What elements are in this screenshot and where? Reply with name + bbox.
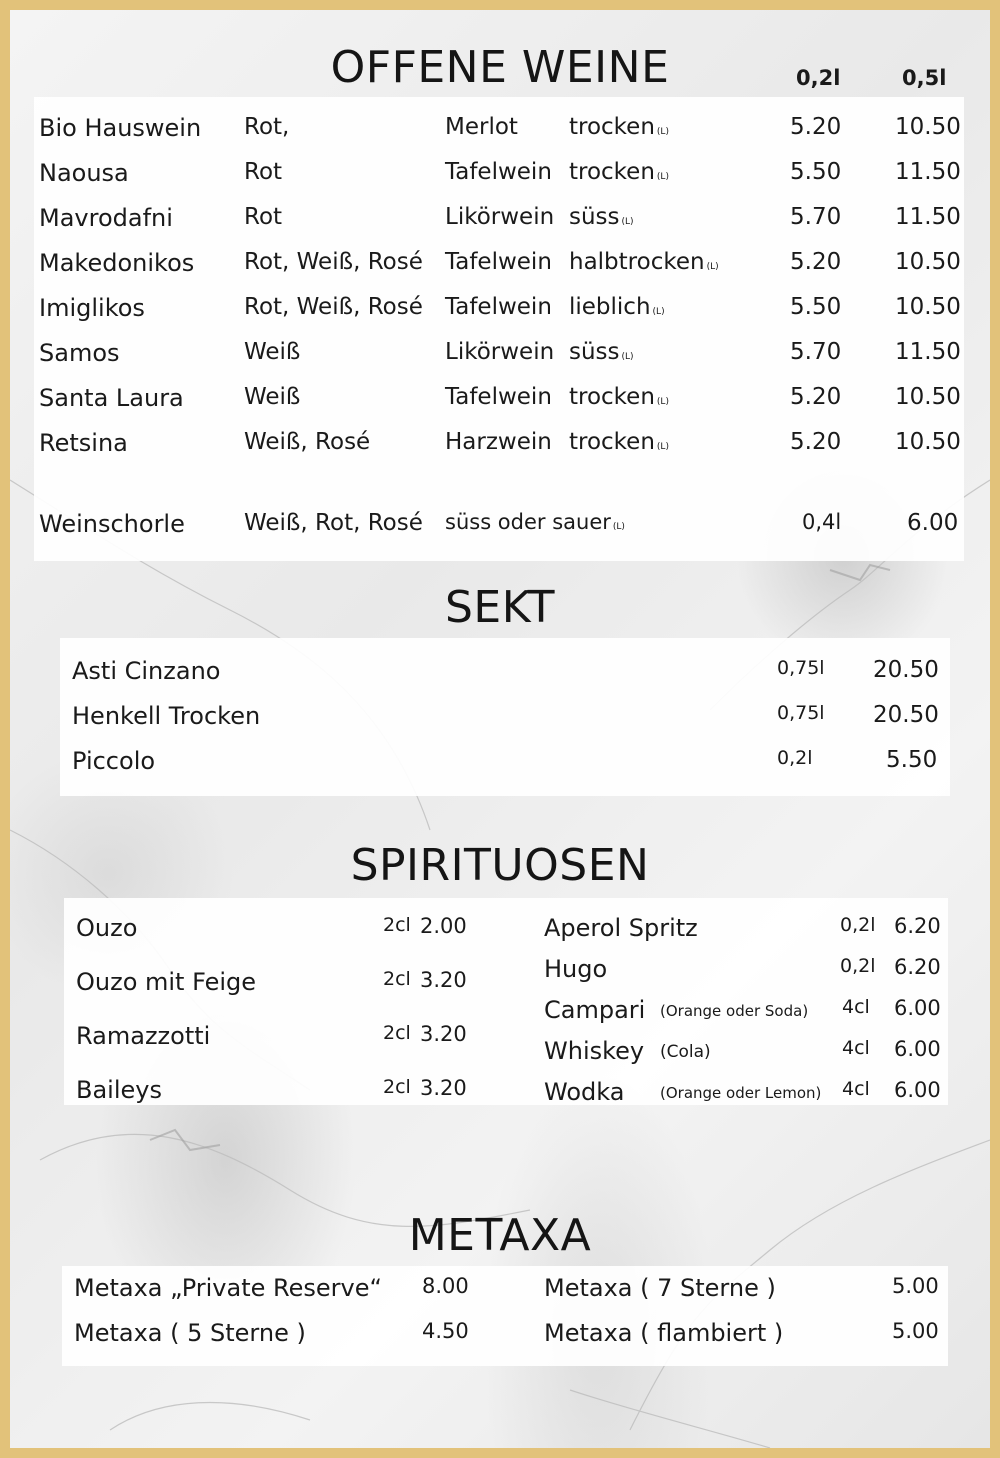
spirit-price: 3.20 (420, 1076, 467, 1100)
wine-row (34, 294, 964, 334)
wine-color: Rot (244, 159, 283, 185)
allergen-label: (L) (656, 127, 669, 137)
wine-panel (34, 97, 964, 561)
wine-name: Retsina (39, 429, 128, 457)
sekt-name: Asti Cinzano (72, 657, 221, 685)
metaxa-name: Metaxa ( flambiert ) (544, 1319, 784, 1347)
wine-name: Mavrodafni (39, 204, 173, 232)
spirit-volume: 4cl (842, 996, 870, 1018)
spirit-volume: 2cl (383, 1076, 411, 1098)
wine-price-small: 5.20 (790, 249, 842, 275)
wine-price-large: 10.50 (895, 384, 961, 410)
spirit-row-right (64, 996, 948, 1036)
wine-row (34, 159, 964, 199)
wine-price-large: 10.50 (895, 429, 961, 455)
spirit-price: 6.00 (894, 1078, 941, 1102)
wine-type: Tafelwein (445, 159, 552, 185)
wine-taste: halbtrocken (569, 249, 705, 275)
wine-type: Tafelwein (445, 294, 552, 320)
wine-name: Naousa (39, 159, 129, 187)
wine-row (34, 249, 964, 289)
spirit-volume: 2cl (383, 968, 411, 990)
spirit-row-right (64, 1037, 948, 1077)
allergen-label: (L) (706, 262, 719, 272)
wine-color: Rot, Weiß, Rosé (244, 294, 423, 320)
metaxa-name: Metaxa ( 7 Sterne ) (544, 1274, 776, 1302)
wine-price-large: 11.50 (895, 339, 961, 365)
wine-type: Likörwein (445, 204, 555, 230)
metaxa-panel (62, 1266, 948, 1366)
wine-price-large: 10.50 (895, 249, 961, 275)
wine-price-large: 11.50 (895, 159, 961, 185)
sekt-row (60, 747, 950, 787)
spirit-price: 6.20 (894, 955, 941, 979)
allergen-label: (L) (656, 442, 669, 452)
spirit-row-right (64, 955, 948, 995)
wine-color: Weiß (244, 339, 301, 365)
wine-name: Samos (39, 339, 120, 367)
metaxa-name: Metaxa ( 5 Sterne ) (74, 1319, 306, 1347)
sekt-name: Piccolo (72, 747, 156, 775)
spirit-price: 6.20 (894, 914, 941, 938)
wine-name: Santa Laura (39, 384, 184, 412)
metaxa-row-right (62, 1274, 948, 1314)
wine-taste: süss (569, 339, 620, 365)
wine-name: Imiglikos (39, 294, 145, 322)
wine-type: Harzwein (445, 429, 552, 455)
wine-col-large-header: 0,5l (902, 66, 947, 90)
wine-type: Tafelwein (445, 249, 552, 275)
spirit-price: 6.00 (894, 1037, 941, 1061)
wine-color: Rot, (244, 114, 290, 140)
spirits-title: SPIRITUOSEN (350, 840, 650, 891)
sekt-volume: 0,75l (777, 657, 825, 679)
wine-schorle-row (34, 510, 964, 550)
wine-col-small-header: 0,2l (796, 66, 841, 90)
spirit-price: 2.00 (420, 914, 467, 938)
wine-taste: trocken (569, 114, 655, 140)
wine-type: Merlot (445, 114, 518, 140)
spirit-row-right (64, 1078, 948, 1118)
sekt-title: SEKT (444, 582, 556, 633)
spirit-price: 3.20 (420, 968, 467, 992)
spirit-name: Hugo (544, 955, 608, 983)
spirit-volume: 4cl (842, 1037, 870, 1059)
wine-type: Tafelwein (445, 384, 552, 410)
wine-type: Likörwein (445, 339, 555, 365)
sekt-price: 20.50 (873, 702, 939, 728)
spirit-name: Ouzo mit Feige (76, 968, 257, 996)
wine-row (34, 114, 964, 154)
spirit-volume: 0,2l (840, 955, 876, 977)
wine-taste: trocken (569, 159, 655, 185)
wine-price-large: 10.50 (895, 294, 961, 320)
spirit-name: Aperol Spritz (544, 914, 698, 942)
metaxa-title: METAXA (408, 1210, 592, 1261)
allergen-label: (L) (656, 397, 669, 407)
spirit-price: 6.00 (894, 996, 941, 1020)
spirits-panel (64, 898, 948, 1105)
allergen-label: (L) (612, 522, 625, 532)
spirit-volume: 4cl (842, 1078, 870, 1100)
wine-taste: trocken (569, 384, 655, 410)
sekt-price: 20.50 (873, 657, 939, 683)
wine-price-small: 5.50 (790, 294, 842, 320)
wine-price-small: 5.50 (790, 159, 842, 185)
wine-taste: lieblich (569, 294, 651, 320)
spirit-volume: 0,2l (840, 914, 876, 936)
allergen-label: (L) (652, 307, 665, 317)
allergen-label: (L) (621, 217, 634, 227)
schorle-color: Weiß, Rot, Rosé (244, 510, 423, 536)
wine-color: Weiß, Rosé (244, 429, 371, 455)
metaxa-row-right (62, 1319, 948, 1359)
spirit-row-right (64, 914, 948, 954)
wine-taste: trocken (569, 429, 655, 455)
wine-title: OFFENE WEINE (330, 42, 670, 93)
sekt-panel (60, 638, 950, 796)
wine-color: Rot (244, 204, 283, 230)
spirit-price: 3.20 (420, 1022, 467, 1046)
wine-taste: süss (569, 204, 620, 230)
wine-name: Makedonikos (39, 249, 195, 277)
sekt-volume: 0,2l (777, 747, 813, 769)
spirit-name: Wodka (544, 1078, 625, 1106)
wine-price-small: 5.70 (790, 204, 842, 230)
spirit-volume: 2cl (383, 1022, 411, 1044)
sekt-row (60, 702, 950, 742)
spirit-note: (Orange oder Soda) (660, 1002, 809, 1020)
spirit-name: Ouzo (76, 914, 138, 942)
wine-price-small: 5.20 (790, 384, 842, 410)
wine-price-small: 5.20 (790, 114, 842, 140)
allergen-label: (L) (621, 352, 634, 362)
wine-row (34, 384, 964, 424)
wine-row (34, 204, 964, 244)
sekt-price: 5.50 (886, 747, 938, 773)
sekt-row (60, 657, 950, 697)
wine-row (34, 429, 964, 469)
wine-price-small: 5.20 (790, 429, 842, 455)
spirit-volume: 2cl (383, 914, 411, 936)
wine-price-small: 5.70 (790, 339, 842, 365)
wine-row (34, 339, 964, 379)
schorle-price: 6.00 (907, 510, 959, 536)
spirit-name: Whiskey (544, 1037, 645, 1065)
spirit-note: (Cola) (660, 1042, 711, 1062)
wine-color: Weiß (244, 384, 301, 410)
metaxa-price: 8.00 (422, 1274, 469, 1298)
metaxa-name: Metaxa „Private Reserve“ (74, 1274, 382, 1302)
sekt-volume: 0,75l (777, 702, 825, 724)
sekt-name: Henkell Trocken (72, 702, 261, 730)
wine-price-large: 11.50 (895, 204, 961, 230)
allergen-label: (L) (656, 172, 669, 182)
schorle-name: Weinschorle (39, 510, 185, 538)
wine-name: Bio Hauswein (39, 114, 202, 142)
spirit-name: Campari (544, 996, 646, 1024)
schorle-volume: 0,4l (802, 510, 842, 534)
spirit-name: Ramazzotti (76, 1022, 211, 1050)
spirit-name: Baileys (76, 1076, 162, 1104)
schorle-taste: süss oder sauer (445, 510, 611, 534)
metaxa-price: 4.50 (422, 1319, 469, 1343)
metaxa-price: 5.00 (892, 1274, 939, 1298)
wine-price-large: 10.50 (895, 114, 961, 140)
spirit-note: (Orange oder Lemon) (660, 1084, 822, 1102)
wine-color: Rot, Weiß, Rosé (244, 249, 423, 275)
metaxa-price: 5.00 (892, 1319, 939, 1343)
